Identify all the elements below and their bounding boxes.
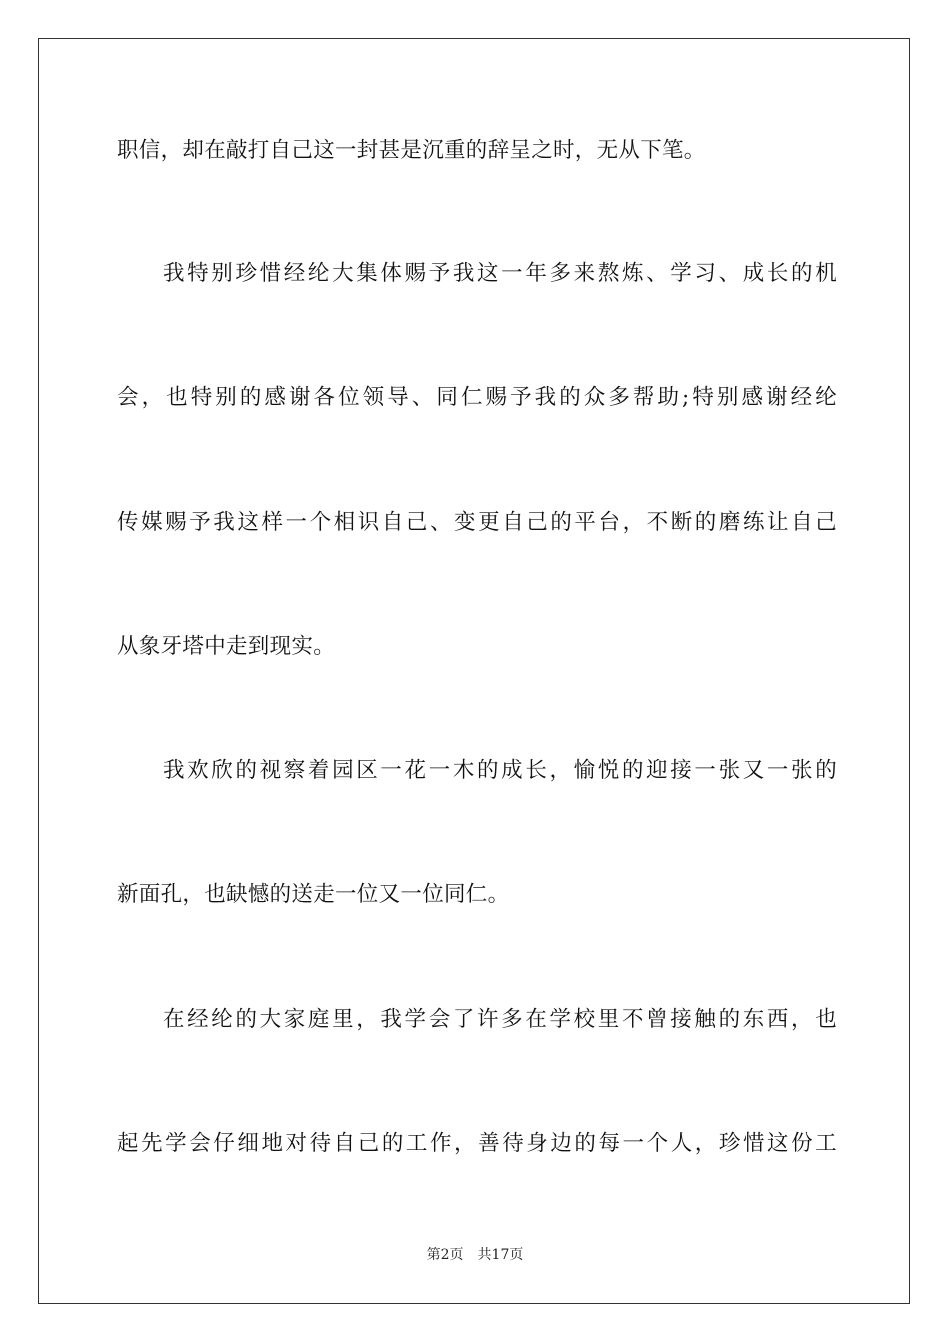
text-line-4: 传媒赐予我这样一个相识自己、变更自己的平台，不断的磨练让自己 (117, 510, 837, 535)
text-line-5: 从象牙塔中走到现实。 (117, 634, 336, 659)
page-number-footer: 第2页 共17页 (426, 1247, 524, 1263)
text-line-7: 新面孔，也缺憾的送走一位又一位同仁。 (117, 882, 510, 907)
text-line-6: 我欢欣的视察着园区一花一木的成长，愉悦的迎接一张又一张的 (163, 758, 837, 783)
text-line-2: 我特别珍惜经纶大集体赐予我这一年多来熬炼、学习、成长的机 (163, 261, 837, 286)
text-line-8: 在经纶的大家庭里，我学会了许多在学校里不曾接触的东西，也 (163, 1007, 837, 1032)
text-line-3: 会，也特别的感谢各位领导、同仁赐予我的众多帮助;特别感谢经纶 (117, 385, 837, 410)
text-line-1: 职信，却在敲打自己这一封甚是沉重的辞呈之时，无从下笔。 (117, 138, 706, 163)
text-line-9: 起先学会仔细地对待自己的工作，善待身边的每一个人，珍惜这份工 (117, 1131, 837, 1156)
page-border (38, 38, 910, 1304)
